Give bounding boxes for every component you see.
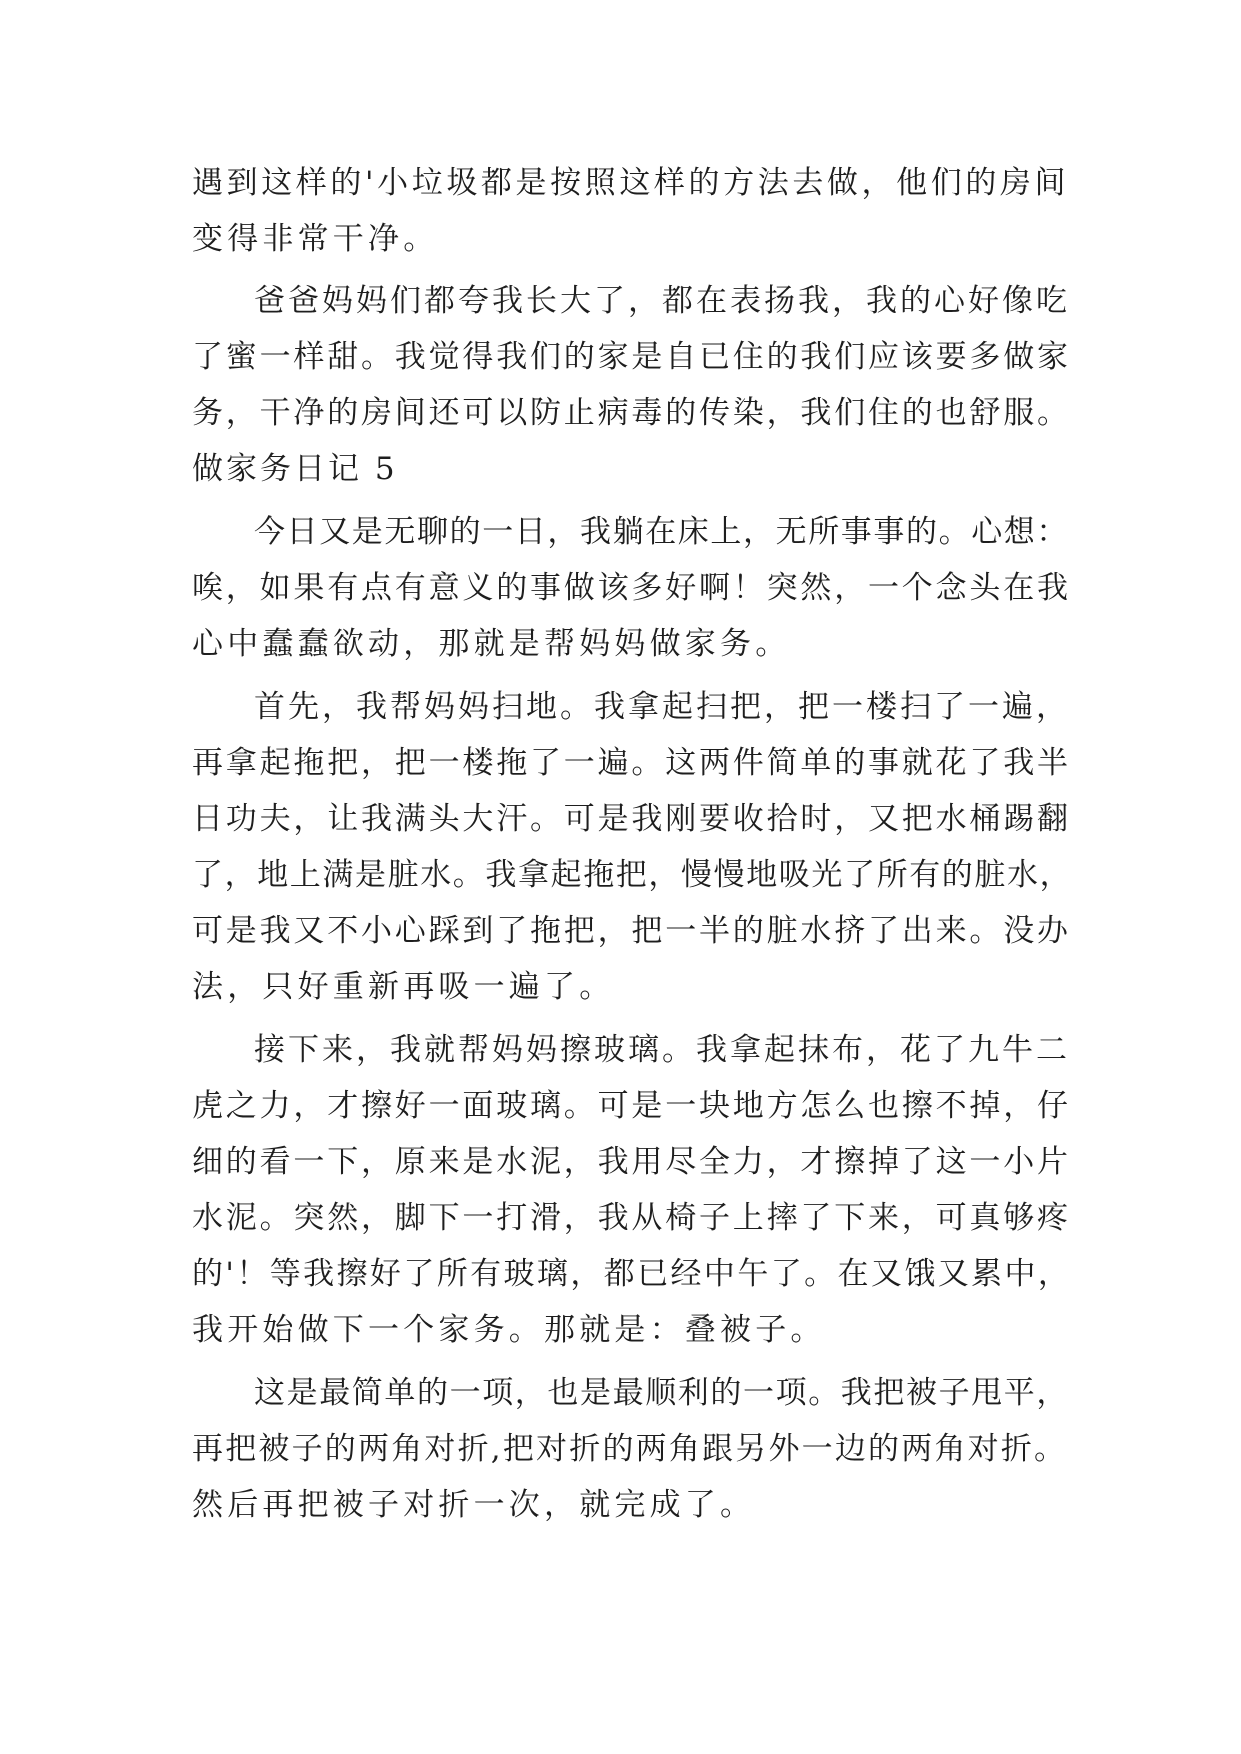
text-line: 了蜜一样甜。我觉得我们的家是自已住的我们应该要多做家	[192, 339, 1071, 375]
text-line: 虎之力，才擦好一面玻璃。可是一块地方怎么也擦不掉，仔	[192, 1088, 1071, 1124]
paragraph-first-line: 爸爸妈妈们都夸我长大了，都在表扬我，我的心好像吃	[254, 283, 1070, 319]
paragraph-first-line: 接下来，我就帮妈妈擦玻璃。我拿起抹布，花了九牛二	[254, 1032, 1070, 1068]
text-line: 心中蠢蠢欲动，那就是帮妈妈做家务。	[192, 626, 791, 662]
text-line: 我开始做下一个家务。那就是：叠被子。	[192, 1312, 826, 1348]
text-line: 日功夫，让我满头大汗。可是我刚要收拾时，又把水桶踢翻	[192, 801, 1071, 837]
paragraph-first-line: 今日又是无聊的一日，我躺在床上，无所事事的。心想：	[254, 514, 1069, 550]
text-line: 再拿起拖把，把一楼拖了一遍。这两件简单的事就花了我半	[192, 745, 1071, 781]
paragraph-first-line: 这是最简单的一项，也是最顺利的一项。我把被子甩平，	[254, 1375, 1069, 1411]
text-line: 水泥。突然，脚下一打滑，我从椅子上摔了下来，可真够疼	[192, 1200, 1071, 1236]
text-line: 了，地上满是脏水。我拿起拖把，慢慢地吸光了所有的脏水，	[192, 857, 1073, 893]
text-line: 细的看一下，原来是水泥，我用尽全力，才擦掉了这一小片	[192, 1144, 1071, 1180]
text-line: 再把被子的两角对折,把对折的两角跟另外一边的两角对折。	[192, 1431, 1068, 1467]
text-line: 务，干净的房间还可以防止病毒的传染，我们住的也舒服。	[192, 395, 1071, 431]
text-line: 法，只好重新再吸一遍了。	[192, 969, 615, 1005]
text-line: 变得非常干净。	[192, 221, 439, 257]
text-line: 遇到这样的'小垃圾都是按照这样的方法去做，他们的房间	[192, 165, 1070, 201]
text-line: 的'！等我擦好了所有玻璃，都已经中午了。在又饿又累中，	[192, 1256, 1072, 1292]
section-heading: 做家务日记 5	[192, 451, 398, 487]
text-line: 可是我又不小心踩到了拖把，把一半的脏水挤了出来。没办	[192, 913, 1071, 949]
text-line: 唉，如果有点有意义的事做该多好啊！突然，一个念头在我	[192, 570, 1071, 606]
text-line: 然后再把被子对折一次，就完成了。	[192, 1487, 756, 1523]
paragraph-first-line: 首先，我帮妈妈扫地。我拿起扫把，把一楼扫了一遍，	[254, 689, 1070, 725]
